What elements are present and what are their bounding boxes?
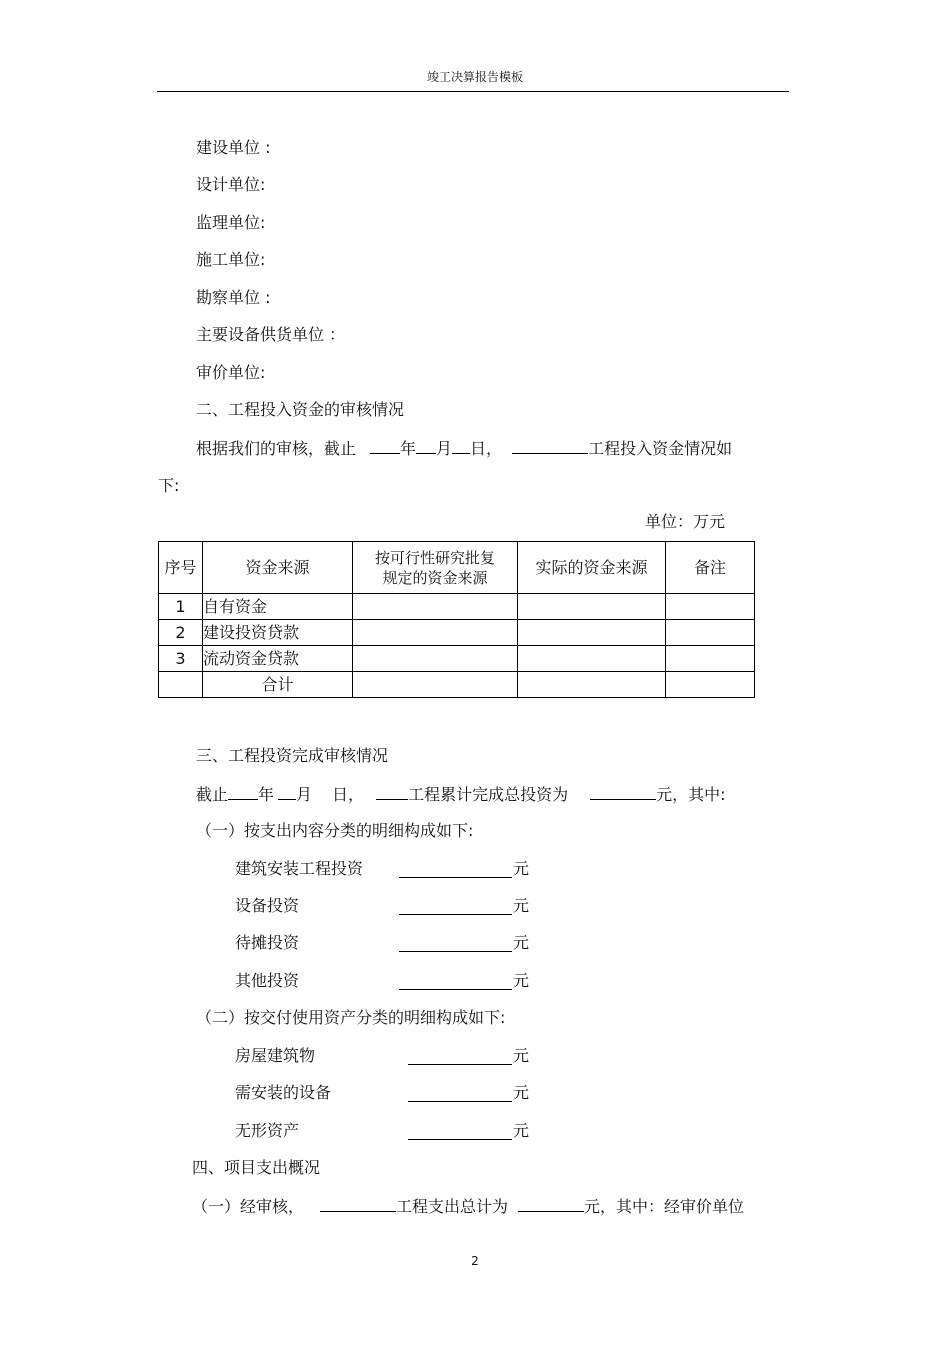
asset1-amount-blank[interactable] xyxy=(408,1049,512,1065)
yuan-label: 元 xyxy=(513,933,530,952)
row-remarks-cell[interactable] xyxy=(666,646,755,672)
asset3-amount-blank[interactable] xyxy=(408,1124,512,1140)
yuan-label: 元 xyxy=(513,971,530,990)
fund-source-table xyxy=(158,541,755,698)
equipment-supplier-label: 主要设备供货单位 ： xyxy=(196,325,346,344)
construction-unit-label: 建设单位 : xyxy=(196,138,271,157)
month-label: 月 xyxy=(296,785,313,804)
year-label: 年 xyxy=(258,785,275,804)
row-approved-cell[interactable] xyxy=(353,594,518,620)
row-source: 自有资金 xyxy=(203,594,353,620)
header-approved-source xyxy=(353,542,518,594)
section4-p1-start: （一）经审核， xyxy=(192,1197,305,1216)
row-seq: 2 xyxy=(159,620,203,646)
section2-p1-start: 根据我们的审核，截止 xyxy=(196,439,357,458)
asset3-label: 无形资产 xyxy=(235,1121,300,1140)
asset2-label: 需安装的设备 xyxy=(235,1083,332,1102)
section4-p1-mid: 工程支出总计为 xyxy=(396,1197,509,1216)
month-blank[interactable] xyxy=(416,438,436,454)
table-row xyxy=(159,646,755,672)
section4-paragraph xyxy=(192,1196,744,1217)
row-source: 流动资金贷款 xyxy=(203,646,353,672)
builder-unit-label: 施工单位: xyxy=(196,250,266,269)
header-remarks: 备注 xyxy=(666,542,755,594)
table-total-row xyxy=(159,672,755,698)
header-approved-line2: 规定的资金来源 xyxy=(382,568,488,587)
header-fund-source: 资金来源 xyxy=(203,542,353,594)
section2-paragraph-line1 xyxy=(196,438,732,459)
design-unit-label: 设计单位: xyxy=(196,175,266,194)
year-label: 年 xyxy=(400,439,417,458)
item2-label: 设备投资 xyxy=(235,896,300,915)
survey-unit-label: 勘察单位 : xyxy=(196,288,271,307)
asset2-amount-blank[interactable] xyxy=(408,1086,512,1102)
section3-p-end: 元，其中: xyxy=(656,785,726,804)
pricing-unit-label: 审价单位: xyxy=(196,363,266,382)
yuan-label: 元 xyxy=(513,896,530,915)
header-approved-line1: 按可行性研究批复 xyxy=(374,548,495,567)
row-seq: 1 xyxy=(159,594,203,620)
unit-note: 单位：万元 xyxy=(645,512,726,531)
section3-p-mid: 工程累计完成总投资为 xyxy=(408,785,569,804)
row-approved-cell[interactable] xyxy=(353,620,518,646)
total-actual-cell[interactable] xyxy=(518,672,666,698)
item2-amount-blank[interactable] xyxy=(399,899,512,915)
page-header-title: 竣工决算报告模板 xyxy=(426,70,523,84)
section2-paragraph-line2: 下: xyxy=(158,476,180,495)
row-source: 建设投资贷款 xyxy=(203,620,353,646)
row-actual-cell[interactable] xyxy=(518,594,666,620)
supervision-unit-label: 监理单位: xyxy=(196,213,266,232)
total-expense-blank[interactable] xyxy=(518,1196,584,1212)
item3-label: 待摊投资 xyxy=(235,933,300,952)
item1-label: 建筑安装工程投资 xyxy=(235,859,364,878)
asset1-label: 房屋建筑物 xyxy=(235,1046,316,1065)
project-name-blank[interactable] xyxy=(512,438,588,454)
yuan-label: 元 xyxy=(513,1121,530,1140)
row-seq: 3 xyxy=(159,646,203,672)
total-approved-cell[interactable] xyxy=(353,672,518,698)
yuan-label: 元 xyxy=(513,1046,530,1065)
row-actual-cell[interactable] xyxy=(518,620,666,646)
section3-heading: 三、工程投资完成审核情况 xyxy=(196,746,389,765)
year-blank[interactable] xyxy=(370,438,400,454)
section2-heading: 二、工程投入资金的审核情况 xyxy=(196,400,405,419)
page-number: 2 xyxy=(471,1254,479,1268)
row-actual-cell[interactable] xyxy=(518,646,666,672)
yuan-label: 元 xyxy=(513,1083,530,1102)
section3-paragraph xyxy=(196,784,725,805)
total-seq-cell xyxy=(159,672,203,698)
section4-heading: 四、项目支出概况 xyxy=(192,1158,321,1177)
header-rule xyxy=(157,91,789,92)
day-label: 日， xyxy=(470,439,503,458)
header-seq: 序号 xyxy=(159,542,203,594)
project-name-blank[interactable] xyxy=(376,784,408,800)
section2-p1-end: 工程投入资金情况如 xyxy=(588,439,733,458)
table-row xyxy=(159,620,755,646)
year-blank[interactable] xyxy=(228,784,258,800)
header-actual-source: 实际的资金来源 xyxy=(518,542,666,594)
row-remarks-cell[interactable] xyxy=(666,620,755,646)
section4-p1-end: 元，其中：经审价单位 xyxy=(584,1197,745,1216)
item4-amount-blank[interactable] xyxy=(399,974,512,990)
item1-amount-blank[interactable] xyxy=(399,862,512,878)
item4-label: 其他投资 xyxy=(235,971,300,990)
project-name-blank[interactable] xyxy=(320,1196,396,1212)
row-approved-cell[interactable] xyxy=(353,646,518,672)
total-label: 合计 xyxy=(203,672,353,698)
month-label: 月 xyxy=(436,439,453,458)
row-remarks-cell[interactable] xyxy=(666,594,755,620)
total-investment-blank[interactable] xyxy=(590,784,656,800)
day-label: 日， xyxy=(332,785,365,804)
section3-p-start: 截止 xyxy=(196,785,229,804)
total-remarks-cell[interactable] xyxy=(666,672,755,698)
section3-sub2-heading: （二）按交付使用资产分类的明细构成如下: xyxy=(196,1008,506,1027)
yuan-label: 元 xyxy=(513,859,530,878)
table-header-row xyxy=(159,542,755,594)
table-row xyxy=(159,594,755,620)
section3-sub1-heading: （一）按支出内容分类的明细构成如下: xyxy=(196,821,474,840)
item3-amount-blank[interactable] xyxy=(399,936,512,952)
month-blank[interactable] xyxy=(278,784,296,800)
day-blank[interactable] xyxy=(452,438,470,454)
